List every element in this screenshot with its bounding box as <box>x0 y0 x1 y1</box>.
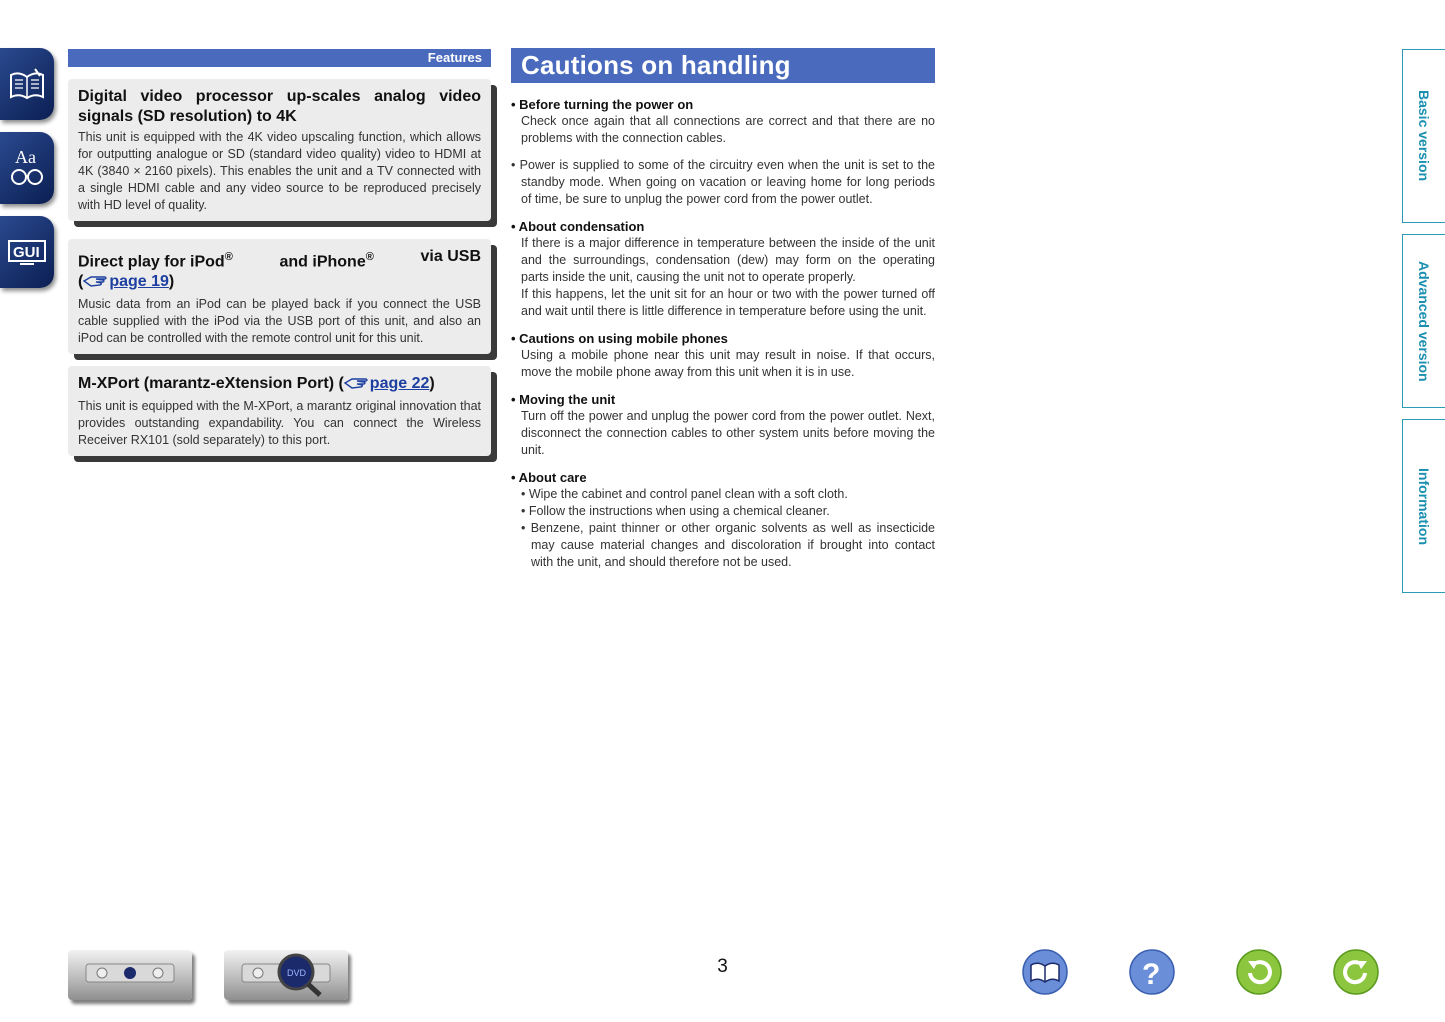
page-number: 3 <box>717 956 728 977</box>
gui-icon[interactable] <box>0 216 54 288</box>
feature-body: This unit is equipped with the 4K video upscaling function, which allows for outputting analogue or SD (standard video quality) video to HDMI at 4K (3840 × 2160 pixels). This enables the unit and a TV connected with a single HDMI cable and any video source to be reproduced precisely with HD level of quality. <box>78 130 481 212</box>
tab-advanced-version[interactable]: Advanced version <box>1402 234 1445 408</box>
feature-title: Direct play for iPod® and iPhone® via USB <box>78 248 481 271</box>
svg-text:GUI: GUI <box>13 244 40 261</box>
book-icon[interactable] <box>1022 949 1068 995</box>
help-icon[interactable] <box>1129 949 1175 995</box>
list-item: • Wipe the cabinet and control panel clean with a soft cloth. <box>521 487 848 501</box>
feature-card-4k <box>68 79 491 221</box>
cautions-header: Cautions on handling <box>511 48 935 83</box>
care-list <box>511 486 935 571</box>
feature-body: Music data from an iPod can be played back if you connect the USB cable supplied with the iPod via the USB port of this unit, and also an iPod can be controlled with the remote control unit for this unit. <box>78 297 481 346</box>
svg-text:?: ? <box>1142 958 1161 991</box>
pointing-hand-icon <box>344 376 370 396</box>
manual-book-icon[interactable] <box>0 48 54 120</box>
caution-section: • Before turning the power on Check once again that all connections are correct and that there are no problems with the connection cables. <box>511 97 935 145</box>
caution-section: • About condensation If there is a major difference in temperature between the inside of the unit and the surroundings, condensation (dew) may form on the operating parts inside the unit, causing the unit not to operate properly. If this happens, let the unit sit for an hour or two with the power turned off and wait until there is little difference in temperature before using the unit. <box>511 219 935 318</box>
front-panel-icon[interactable] <box>68 950 192 1000</box>
back-icon[interactable] <box>1236 949 1282 995</box>
caution-section: • Cautions on using mobile phones Using a mobile phone near this unit may result in noise. If that occurs, move the mobile phone away from this unit when it is in use. <box>511 331 935 379</box>
display-magnify-icon[interactable] <box>224 950 348 1000</box>
list-item: • Benzene, paint thinner or other organic solvents as well as insecticide may cause material changes and discoloration if brought into contact with the unit, and should therefore not be used. <box>521 521 935 569</box>
caution-section: • Power is supplied to some of the circuitry even when the unit is set to the standby mode. When going on vacation or leaving home for long periods of time, be sure to unplug the power cord from the power outlet. <box>511 158 935 206</box>
pointing-hand-icon <box>83 274 109 294</box>
tab-information[interactable]: Information <box>1402 419 1445 593</box>
caution-section: • About care • Wipe the cabinet and control panel clean with a soft cloth. • Follow the instructions when using a chemical cleaner. • Benzene, paint thinner or other organic solvents as well as insecticide may cause material changes and discoloration if brought into contact with the unit, and should therefore not be used. <box>511 470 935 569</box>
cautions-list <box>511 96 935 581</box>
list-item: • Follow the instructions when using a chemical cleaner. <box>521 504 830 518</box>
feature-card-mxport <box>68 366 491 456</box>
feature-title: Digital video processor up-scales analog video signals (SD resolution) to 4K <box>78 88 481 125</box>
aa-glasses-icon[interactable] <box>0 132 54 204</box>
page-22-link[interactable]: page 22 <box>369 375 430 392</box>
feature-link-line: ( page 19) <box>78 272 481 294</box>
feature-body: This unit is equipped with the M-XPort, a marantz original innovation that provides outstanding expandability. You can connect the Wireless Receiver RX101 (sold separately) to this port. <box>78 399 481 447</box>
forward-icon[interactable] <box>1333 949 1379 995</box>
tab-basic-version[interactable]: Basic version <box>1402 49 1445 223</box>
feature-title: M-XPort (marantz-eXtension Port) ( page 22) <box>78 374 481 396</box>
feature-card-ipod <box>68 239 491 354</box>
svg-text:Aa: Aa <box>15 147 36 167</box>
page-19-link[interactable]: page 19 <box>109 273 169 291</box>
caution-section: • Moving the unit Turn off the power and unplug the power cord from the power outlet. Next, disconnect the connection cables to other system units before moving the unit. <box>511 392 935 457</box>
features-header: Features <box>68 49 491 67</box>
svg-text:DVD: DVD <box>287 968 307 978</box>
